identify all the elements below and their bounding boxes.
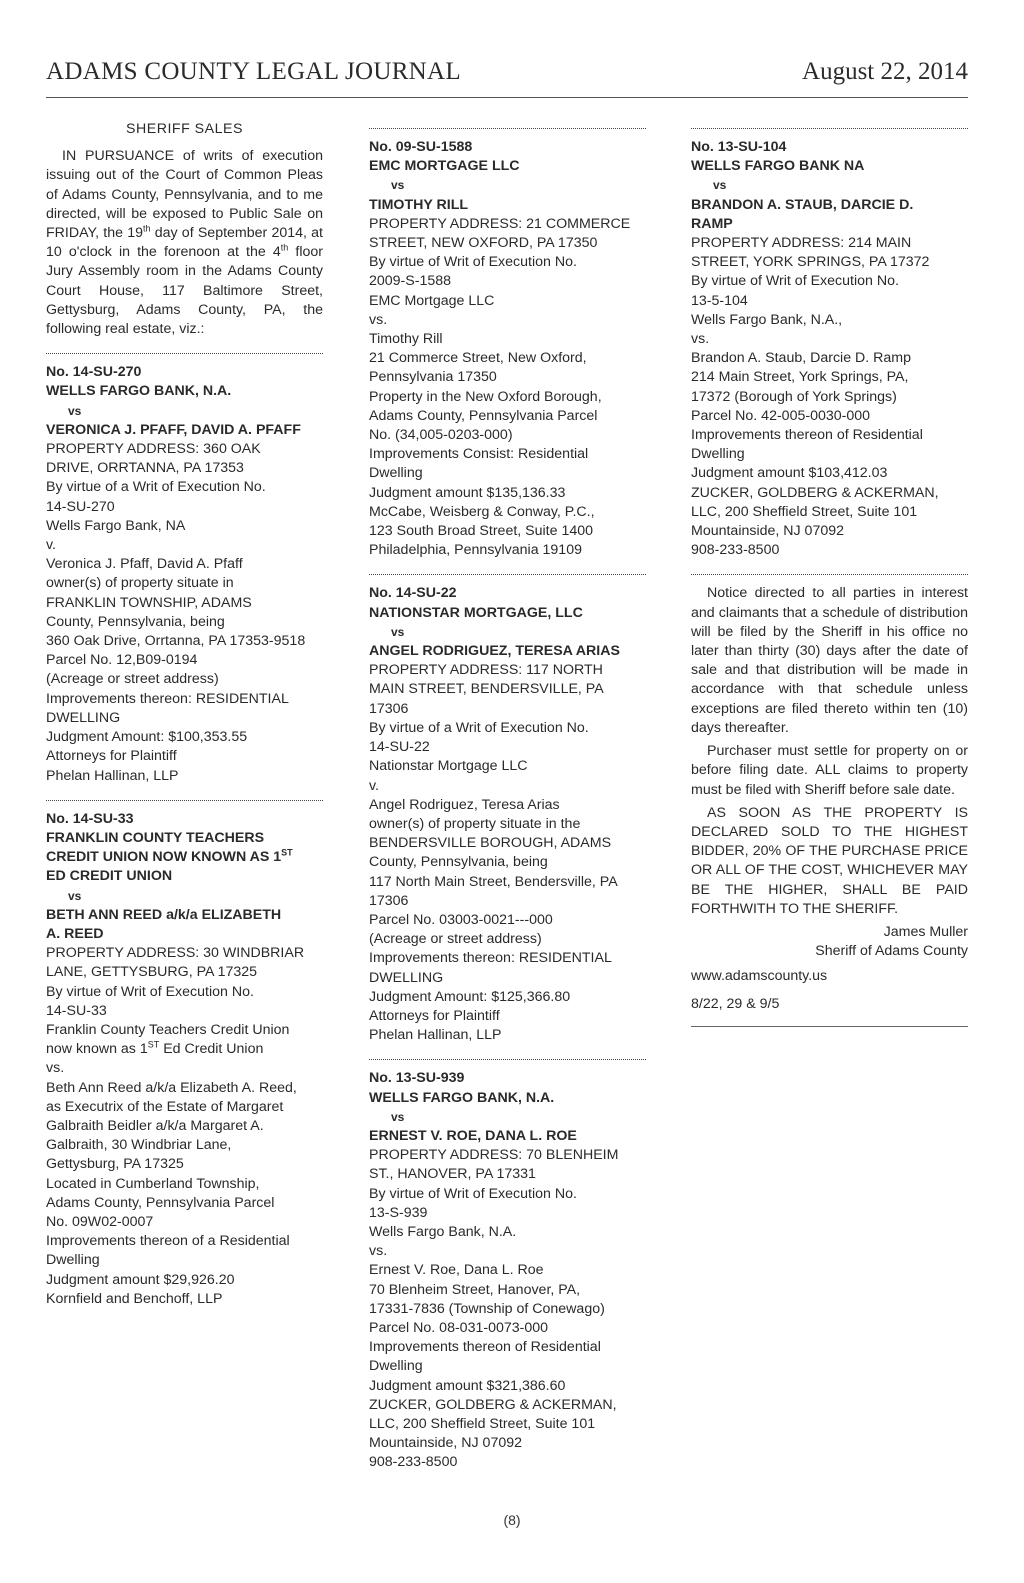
plaintiff: EMC MORTGAGE LLC: [369, 158, 520, 175]
case-detail-line: owner(s) of property situate in: [46, 575, 234, 592]
end-divider: [691, 1026, 968, 1027]
case-detail-line: Ernest V. Roe, Dana L. Roe: [369, 1262, 544, 1279]
case-detail-line: PROPERTY ADDRESS: 214 MAIN: [691, 235, 912, 252]
case-detail-line: 2009-S-1588: [369, 273, 452, 290]
case-detail-line: Adams County, Pennsylvania Parcel: [46, 1194, 275, 1211]
section-title: SHERIFF SALES: [126, 121, 243, 137]
case-detail-line: Phelan Hallinan, LLP: [369, 1027, 502, 1044]
versus: vs: [391, 624, 405, 639]
case-13-su-104: [691, 138, 968, 560]
case-number: No. 14-SU-270: [46, 364, 142, 381]
intro-text-2: day of September 2014, at 10 o'clock in the forenoon at the 4: [46, 225, 323, 261]
case-detail-line: 14-SU-270: [46, 498, 115, 515]
case-detail-line: Judgment amount $29,926.20: [46, 1271, 235, 1288]
case-detail-line: owner(s) of property situate in the: [369, 815, 581, 832]
case-detail-line: Parcel No. 42-005-0030-000: [691, 407, 871, 424]
case-number: No. 14-SU-22: [369, 585, 457, 602]
case-detail-line: 17306: [369, 892, 409, 909]
case-detail-line: Dwelling: [369, 1358, 423, 1375]
case-detail-line: 13-S-939: [369, 1204, 428, 1221]
detail-text: now known as 1: [46, 1041, 148, 1058]
case-number: No. 13-SU-939: [369, 1070, 465, 1087]
case-detail-line: Mountainside, NJ 07092: [691, 523, 845, 540]
case-detail-line: 117 North Main Street, Bendersville, PA: [369, 873, 618, 890]
case-detail-line: PROPERTY ADDRESS: 30 WINDBRIAR: [46, 945, 305, 962]
case-detail-line: By virtue of Writ of Execution No.: [369, 1185, 577, 1202]
case-detail-line: 908-233-8500: [369, 1454, 458, 1471]
case-detail-line: 908-233-8500: [691, 542, 780, 559]
journal-title: ADAMS COUNTY LEGAL JOURNAL: [46, 58, 461, 85]
case-detail-line: Galbraith Beidler a/k/a Margaret A.: [46, 1117, 264, 1134]
plaintiff: WELLS FARGO BANK, N.A.: [369, 1089, 555, 1106]
case-detail-line: 17372 (Borough of York Springs): [691, 388, 897, 405]
case-detail-line: 17306: [369, 700, 409, 717]
intro-text-1: IN PURSUANCE of writs of execution issuing out of the Court of Common Pleas of Adams County, Pennsylvania, and to me directed, will be exposed to Public Sale on FRIDAY, the 19: [46, 148, 323, 242]
case-detail-line: Wells Fargo Bank, N.A.,: [691, 311, 843, 328]
plaintiff-sup: ST: [281, 847, 293, 858]
divider: [691, 574, 968, 575]
case-detail-line: v.: [369, 777, 379, 794]
case-detail-line: EMC Mortgage LLC: [369, 292, 495, 309]
defendant: VERONICA J. PFAFF, DAVID A. PFAFF: [46, 421, 301, 438]
case-detail-line: Attorneys for Plaintiff: [46, 748, 177, 765]
case-detail-line: Property in the New Oxford Borough,: [369, 388, 602, 405]
detail-text: Ed Credit Union: [159, 1041, 264, 1058]
distribution-notice: Notice directed to all parties in interest and claimants that a schedule of distribution will be filed by the Sheriff in his office no later than thirty (30) days after the date of sale and that distribution will be made in accordance with that schedule unless exceptions are filed thereto within ten (10) days thereafter.: [691, 585, 968, 736]
versus: vs: [391, 178, 405, 193]
page-number: (8): [503, 1512, 521, 1528]
defendant-line-2: A. REED: [46, 925, 104, 942]
case-detail-line: Improvements Consist: Residential: [369, 446, 589, 463]
column-2: [369, 128, 646, 1473]
plaintiff: WELLS FARGO BANK NA: [691, 158, 865, 175]
plaintiff-line-3: ED CREDIT UNION: [46, 868, 173, 885]
case-detail-line: Galbraith, 30 Windbriar Lane,: [46, 1137, 232, 1154]
case-detail-line: Improvements thereon of a Residential: [46, 1233, 290, 1250]
case-detail-line: (Acreage or street address): [46, 671, 219, 688]
case-14-su-270: [46, 363, 323, 785]
divider: [369, 1059, 646, 1060]
case-detail-line: County, Pennsylvania, being: [369, 854, 548, 871]
case-details: [369, 1146, 646, 1472]
case-14-su-22: [369, 584, 646, 1045]
case-details: [691, 234, 968, 560]
case-detail-line: Judgment Amount: $100,353.55: [46, 729, 248, 746]
plaintiff-text: CREDIT UNION NOW KNOWN AS 1: [46, 849, 282, 866]
case-details: [46, 1059, 323, 1309]
case-detail-line: STREET, NEW OXFORD, PA 17350: [369, 235, 598, 252]
defendant-line-1: BETH ANN REED a/k/a ELIZABETH: [46, 906, 282, 923]
versus: vs: [68, 888, 82, 903]
case-detail-line: LLC, 200 Sheffield Street, Suite 101: [691, 503, 918, 520]
case-14-su-33: [46, 810, 323, 1309]
defendant: ERNEST V. ROE, DANA L. ROE: [369, 1127, 577, 1144]
case-detail-line: ZUCKER, GOLDBERG & ACKERMAN,: [691, 484, 939, 501]
case-detail-line: v.: [46, 537, 56, 554]
case-detail-line: Dwelling: [691, 446, 745, 463]
plaintiff-line-2: [46, 848, 323, 867]
case-detail-line: 17331-7836 (Township of Conewago): [369, 1300, 605, 1317]
case-detail-line: By virtue of Writ of Execution No.: [46, 983, 254, 1000]
case-detail-line: By virtue of Writ of Execution No.: [691, 273, 899, 290]
case-detail-line: By virtue of a Writ of Execution No.: [369, 719, 589, 736]
case-detail-line: PROPERTY ADDRESS: 360 OAK: [46, 441, 261, 458]
signer-name: James Muller: [883, 923, 968, 940]
case-detail-line: Parcel No. 12,B09-0194: [46, 652, 198, 669]
case-detail-line: Adams County, Pennsylvania Parcel: [369, 407, 598, 424]
case-detail-line: vs.: [46, 1060, 65, 1077]
case-detail-line: County, Pennsylvania, being: [46, 613, 225, 630]
case-detail-line: By virtue of a Writ of Execution No.: [46, 479, 266, 496]
case-detail-line: vs.: [369, 311, 388, 328]
case-detail-line: Franklin County Teachers Credit Union: [46, 1021, 290, 1038]
versus: vs: [391, 1109, 405, 1124]
versus: vs: [68, 403, 82, 418]
declared-sold-notice: AS SOON AS THE PROPERTY IS DECLARED SOLD TO THE HIGHEST BIDDER, 20% OF THE PURCHASE PRICE OR ALL OF THE COST, WHICHEVER MAY BE THE HIGHER, SHALL BE PAID FORTHWITH TO THE SHERIFF.: [691, 804, 968, 917]
case-details: [46, 440, 323, 786]
case-detail-line: Mountainside, NJ 07092: [369, 1435, 523, 1452]
case-detail-line: Dwelling: [369, 465, 423, 482]
intro-paragraph: [46, 147, 323, 339]
case-detail-line: Pennsylvania 17350: [369, 369, 497, 386]
defendant: ANGEL RODRIGUEZ, TERESA ARIAS: [369, 643, 620, 660]
case-detail-line: 21 Commerce Street, New Oxford,: [369, 350, 587, 367]
case-detail-line: Philadelphia, Pennsylvania 19109: [369, 542, 582, 559]
case-detail-line: [46, 1040, 323, 1059]
defendant-line-2: RAMP: [691, 215, 733, 232]
case-detail-line: Gettysburg, PA 17325: [46, 1156, 184, 1173]
case-detail-line: vs.: [369, 1243, 388, 1260]
case-detail-line: Located in Cumberland Township,: [46, 1175, 260, 1192]
plaintiff-line-1: FRANKLIN COUNTY TEACHERS: [46, 829, 265, 846]
case-detail-line: Beth Ann Reed a/k/a Elizabeth A. Reed,: [46, 1079, 297, 1096]
case-detail-line: By virtue of Writ of Execution No.: [369, 254, 577, 271]
case-detail-line: Judgment amount $321,386.60: [369, 1377, 566, 1394]
case-detail-line: STREET, YORK SPRINGS, PA 17372: [691, 254, 930, 271]
case-detail-line: Parcel No. 03003-0021---000: [369, 911, 553, 928]
run-dates: 8/22, 29 & 9/5: [691, 995, 780, 1012]
case-detail-line: Judgment amount $135,136.33: [369, 484, 566, 501]
case-detail-line: as Executrix of the Estate of Margaret: [46, 1098, 284, 1115]
case-detail-line: Phelan Hallinan, LLP: [46, 767, 179, 784]
signer-title: Sheriff of Adams County: [815, 943, 968, 960]
divider: [46, 353, 323, 354]
column-1: [46, 120, 323, 1309]
case-detail-line: DWELLING: [46, 709, 121, 726]
case-detail-line: Wells Fargo Bank, NA: [46, 517, 186, 534]
case-detail-line: McCabe, Weisberg & Conway, P.C.,: [369, 503, 595, 520]
case-detail-line: Parcel No. 08-031-0073-000: [369, 1319, 549, 1336]
website-link[interactable]: www.adamscounty.us: [691, 968, 828, 985]
case-detail-line: Brandon A. Staub, Darcie D. Ramp: [691, 350, 912, 367]
divider: [369, 574, 646, 575]
case-details: [46, 944, 323, 1040]
case-detail-line: ST., HANOVER, PA 17331: [369, 1166, 536, 1183]
versus: vs: [713, 178, 727, 193]
case-detail-line: 14-SU-22: [369, 739, 430, 756]
case-detail-line: PROPERTY ADDRESS: 70 BLENHEIM: [369, 1147, 619, 1164]
case-detail-line: 214 Main Street, York Springs, PA,: [691, 369, 909, 386]
header-divider: [46, 97, 968, 98]
defendant-line-1: BRANDON A. STAUB, DARCIE D.: [691, 196, 914, 213]
case-detail-line: Attorneys for Plaintiff: [369, 1007, 500, 1024]
divider: [369, 128, 646, 129]
case-detail-line: 70 Blenheim Street, Hanover, PA,: [369, 1281, 581, 1298]
case-detail-line: Veronica J. Pfaff, David A. Pfaff: [46, 556, 243, 573]
case-detail-line: Judgment Amount: $125,366.80: [369, 988, 571, 1005]
case-number: No. 14-SU-33: [46, 810, 134, 827]
case-detail-line: Improvements thereon: RESIDENTIAL: [369, 950, 612, 967]
case-details: [369, 661, 646, 1045]
case-detail-line: LLC, 200 Sheffield Street, Suite 101: [369, 1416, 596, 1432]
purchaser-notice: Purchaser must settle for property on or before filing date. ALL claims to property must be filed with Sheriff before sale date.: [691, 743, 968, 798]
case-detail-line: ZUCKER, GOLDBERG & ACKERMAN,: [369, 1396, 617, 1413]
case-detail-line: Nationstar Mortgage LLC: [369, 758, 528, 775]
case-detail-line: Dwelling: [46, 1252, 100, 1269]
case-details: [369, 215, 646, 561]
case-number: No. 13-SU-104: [691, 139, 787, 155]
case-detail-line: Kornfield and Benchoff, LLP: [46, 1290, 223, 1307]
case-detail-line: 123 South Broad Street, Suite 1400: [369, 523, 594, 540]
detail-sup: ST: [147, 1039, 160, 1050]
case-detail-line: No. (34,005-0203-000): [369, 427, 513, 444]
plaintiff: WELLS FARGO BANK, N.A.: [46, 383, 232, 400]
case-detail-line: Judgment amount $103,412.03: [691, 465, 888, 482]
case-09-su-1588: [369, 138, 646, 560]
intro-text-3: floor Jury Assembly room in the Adams County Court House, 117 Baltimore Street, Gettysburg, Adams County, PA, the following real estate, viz.:: [46, 244, 323, 338]
case-detail-line: (Acreage or street address): [369, 931, 542, 948]
case-detail-line: LANE, GETTYSBURG, PA 17325: [46, 964, 258, 981]
case-detail-line: DWELLING: [369, 969, 444, 986]
case-detail-line: PROPERTY ADDRESS: 21 COMMERCE: [369, 215, 631, 232]
plaintiff: NATIONSTAR MORTGAGE, LLC: [369, 604, 583, 621]
case-detail-line: Improvements thereon of Residential: [691, 427, 923, 444]
case-13-su-939: [369, 1069, 646, 1472]
case-detail-line: DRIVE, ORRTANNA, PA 17353: [46, 460, 244, 477]
case-detail-line: 13-5-104: [691, 292, 748, 309]
case-detail-line: Wells Fargo Bank, N.A.: [369, 1223, 517, 1240]
case-detail-line: 360 Oak Drive, Orrtanna, PA 17353-9518: [46, 633, 306, 650]
case-detail-line: Improvements thereon: RESIDENTIAL: [46, 690, 289, 707]
case-number: No. 09-SU-1588: [369, 139, 473, 155]
divider: [691, 128, 968, 129]
case-detail-line: Angel Rodriguez, Teresa Arias: [369, 796, 560, 813]
intro-sup-2: th: [280, 242, 289, 253]
case-detail-line: MAIN STREET, BENDERSVILLE, PA: [369, 681, 604, 698]
intro-sup-1: th: [143, 223, 151, 234]
case-detail-line: 14-SU-33: [46, 1002, 107, 1019]
case-detail-line: PROPERTY ADDRESS: 117 NORTH: [369, 662, 603, 679]
case-detail-line: FRANKLIN TOWNSHIP, ADAMS: [46, 594, 252, 611]
case-detail-line: No. 09W02-0007: [46, 1213, 154, 1230]
case-detail-line: Improvements thereon of Residential: [369, 1339, 601, 1356]
case-detail-line: BENDERSVILLE BOROUGH, ADAMS: [369, 835, 612, 852]
column-3: [691, 128, 968, 1027]
issue-date: August 22, 2014: [802, 58, 968, 85]
defendant: TIMOTHY RILL: [369, 196, 469, 213]
divider: [46, 800, 323, 801]
case-detail-line: Timothy Rill: [369, 331, 443, 348]
case-detail-line: vs.: [691, 331, 710, 348]
